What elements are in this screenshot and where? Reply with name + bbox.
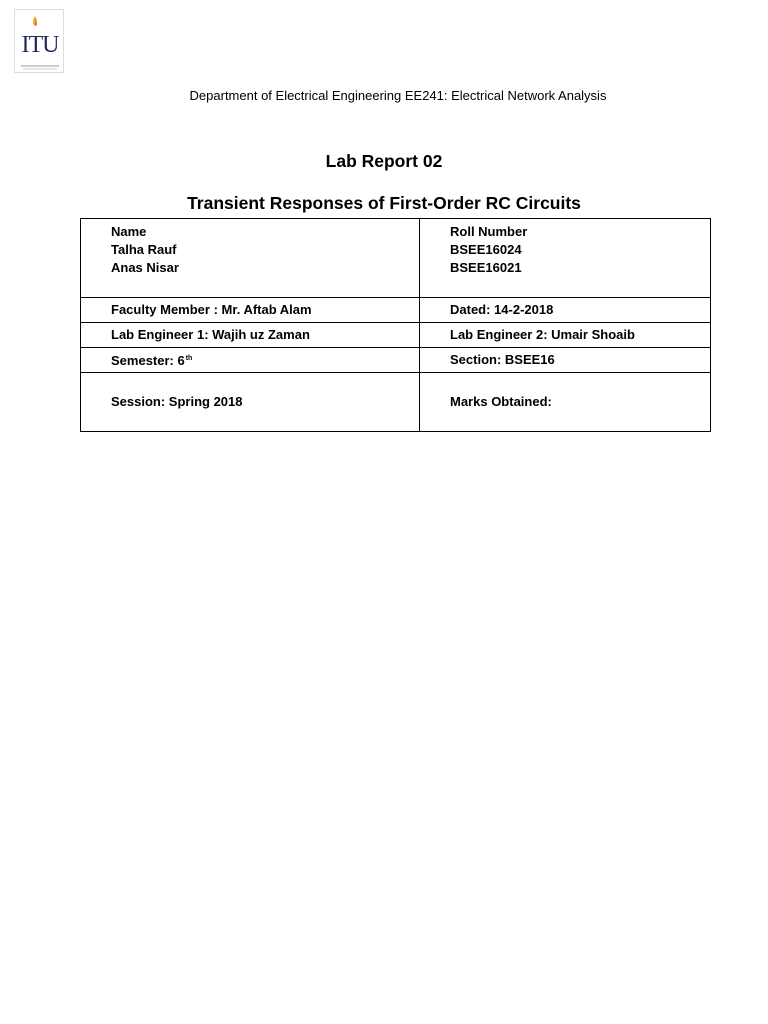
name-label: Name <box>111 224 147 239</box>
semester-text: Semester: 6 <box>111 353 185 368</box>
names-cell <box>81 219 420 298</box>
student-name: Anas Nisar <box>111 260 179 275</box>
student-name: Talha Rauf <box>111 242 177 257</box>
dated-cell: Dated: 14-2-2018 <box>420 298 711 323</box>
roll-numbers-cell <box>420 219 711 298</box>
roll-label: Roll Number <box>450 224 528 239</box>
lab-engineer-1-cell: Lab Engineer 1: Wajih uz Zaman <box>81 323 420 348</box>
table-row <box>81 323 711 348</box>
session-cell: Session: Spring 2018 <box>81 373 420 432</box>
table-row <box>81 348 711 373</box>
report-number: Lab Report 02 <box>325 151 443 171</box>
logo-text: ITU <box>21 32 59 58</box>
table-row <box>81 373 711 432</box>
report-title: Transient Responses of First-Order RC Circuits <box>187 193 581 213</box>
section-cell: Section: BSEE16 <box>420 348 711 373</box>
roll-number: BSEE16021 <box>450 260 522 275</box>
table-row <box>81 298 711 323</box>
semester-cell <box>81 348 420 373</box>
marks-cell: Marks Obtained: <box>420 373 711 432</box>
student-info-table <box>80 218 711 432</box>
roll-number: BSEE16024 <box>450 242 522 257</box>
lab-engineer-2-cell: Lab Engineer 2: Umair Shoaib <box>420 323 711 348</box>
faculty-cell: Faculty Member : Mr. Aftab Alam <box>81 298 420 323</box>
department-line: Department of Electrical Engineering EE241: Electrical Network Analysis <box>189 88 607 103</box>
semester-suffix: th <box>185 355 193 362</box>
table-row <box>81 219 711 298</box>
university-logo <box>14 9 64 73</box>
